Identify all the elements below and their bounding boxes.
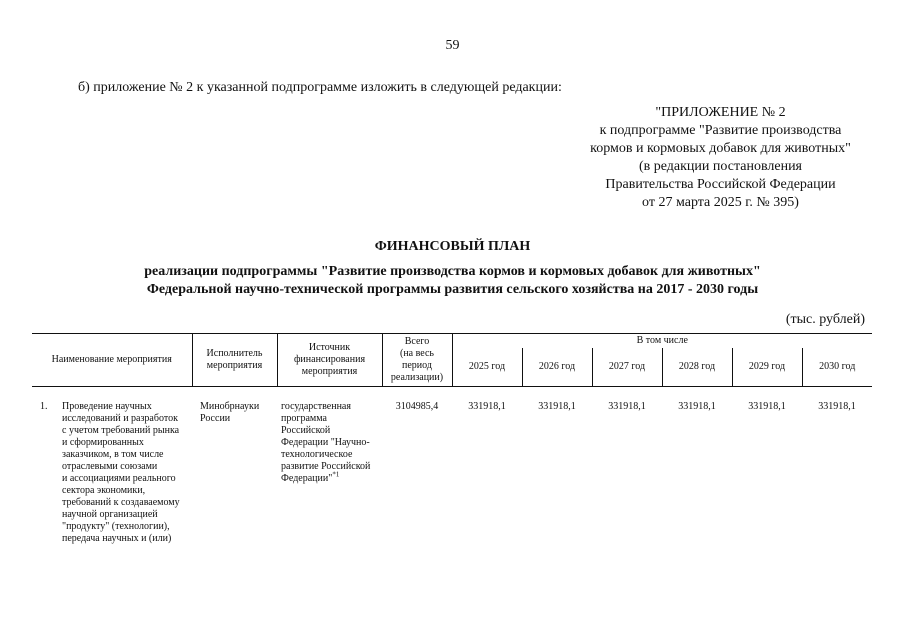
plan-title: ФИНАНСОВЫЙ ПЛАН <box>374 239 531 254</box>
header-year-2026: 2026 год <box>522 348 592 387</box>
financial-plan-table <box>32 333 872 545</box>
header-year-2025: 2025 год <box>452 348 522 387</box>
appendix-line: (в редакции постановления <box>638 159 803 174</box>
row-executor: Минобрнауки России <box>200 401 260 424</box>
subtitle-line: Федеральной научно-технической программы развития сельского хозяйства на 2017 - 2030 годы <box>146 282 759 297</box>
row-name: Проведение научных исследований и разработок с учетом требований рынка и сформированных заказчиком, в том числе отраслевыми союзами и ассоциациями реального сектора экономики, требований к создаваемому научной организацией "продукту" (технологии), передача научных и (или) <box>62 401 180 544</box>
subtitle-line: реализации подпрограммы "Развитие производства кормов и кормовых добавок для животных" <box>144 264 761 279</box>
appendix-line: "ПРИЛОЖЕНИЕ № 2 <box>655 105 786 120</box>
header-year-2028: 2028 год <box>662 348 732 387</box>
row-value-2029: 331918,1 <box>748 401 786 412</box>
row-name-cell <box>32 401 192 545</box>
appendix-line: кормов и кормовых добавок для животных" <box>590 141 851 156</box>
units-label: (тыс. рублей) <box>785 312 865 327</box>
page-number: 59 <box>445 38 460 53</box>
header-name: Наименование мероприятия <box>32 334 192 387</box>
row-total: 3104985,4 <box>395 401 439 412</box>
appendix-line: от 27 марта 2025 г. № 395) <box>642 195 799 210</box>
row-value-2028: 331918,1 <box>678 401 716 412</box>
appendix-line: к подпрограмме "Развитие производства <box>599 123 842 138</box>
header-source: Источник финансирования мероприятия <box>277 334 382 387</box>
plan-subtitle <box>0 263 905 299</box>
header-year-2029: 2029 год <box>732 348 802 387</box>
intro-text: б) приложение № 2 к указанной подпрограмме изложить в следующей редакции: <box>78 80 562 95</box>
header-year-2027: 2027 год <box>592 348 662 387</box>
row-source: государственная программа Российской Федерации "Научно- технологическое развитие Российской Федерации"$^{*1}$ <box>281 401 371 484</box>
footnote-marker: *1 <box>332 470 340 479</box>
appendix-line: Правительства Российской Федерации <box>605 177 836 192</box>
row-value-2027: 331918,1 <box>608 401 646 412</box>
row-number: 1. <box>40 401 48 412</box>
row-value-2025: 331918,1 <box>468 401 506 412</box>
appendix-block <box>548 104 893 212</box>
header-total: Всего (на весь период реализации) <box>382 334 452 387</box>
header-executor: Исполнитель мероприятия <box>192 334 277 387</box>
row-value-2026: 331918,1 <box>538 401 576 412</box>
header-year-2030: 2030 год <box>802 348 872 387</box>
row-value-2030: 331918,1 <box>818 401 856 412</box>
table-row <box>32 401 872 545</box>
header-including: В том числе <box>452 334 872 349</box>
